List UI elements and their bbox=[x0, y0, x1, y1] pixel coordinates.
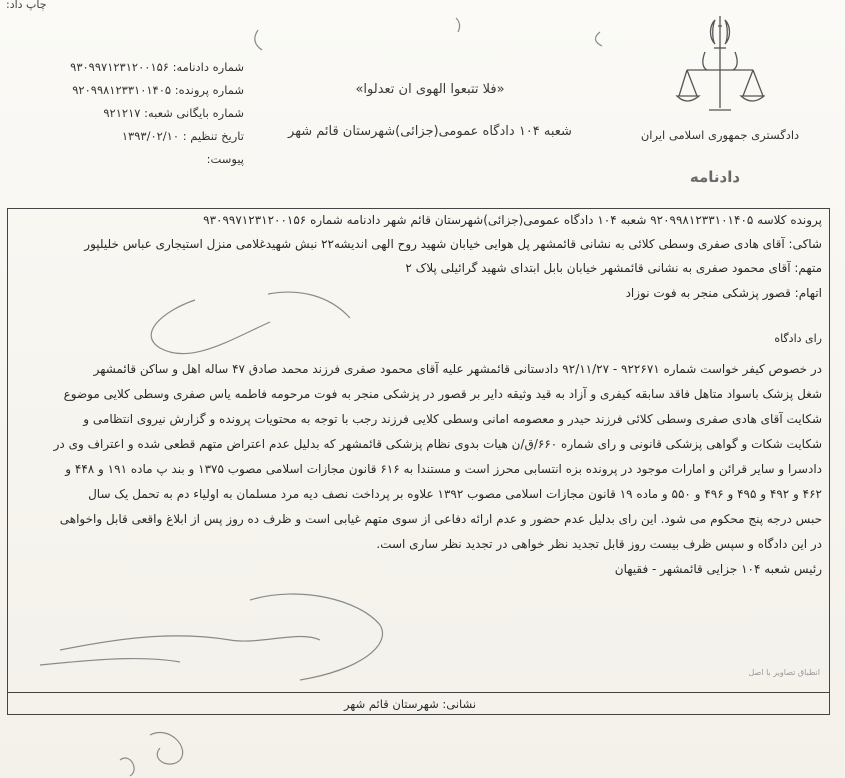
court-name: دادگستری جمهوری اسلامی ایران bbox=[640, 128, 800, 142]
charge-line: اتهام: قصور پزشکی منجر به فوت نوزاد bbox=[625, 286, 822, 300]
defendant-line: متهم: آقای محمود صفری به نشانی قائمشهر خیابان بابل ابتدای شهید گرائیلی پلاک ۲ bbox=[405, 261, 822, 275]
top-left-mark: چاپ داد: bbox=[6, 0, 47, 11]
document-title: دادنامه bbox=[689, 168, 741, 186]
attachment-label: پیوست: bbox=[206, 152, 244, 166]
case-number: شماره پرونده: ۹۲۰۹۹۸۱۲۳۳۱۰۱۴۰۵ bbox=[72, 83, 244, 97]
quran-verse: «فلا تتبعوا الهوی ان تعدلوا» bbox=[355, 82, 505, 97]
verdict-line: شکایت آقای هادی صفری وسطی کلائی فرزند حیدر و معصومه امانی وسطی کلایی فرزند رجب با توجه به محتویات پرونده و گزارش نیروی انتظامی و bbox=[83, 412, 822, 426]
verdict-line: ۴۶۲ و ۴۹۲ و ۴۹۵ و ۴۹۶ و ۵۵۰ و ماده ۱۹ قانون مجازات اسلامی مصوب ۱۳۹۲ علاوه بر پرداخت نصف دیه مرد مسلمان به اولیاء دم به تحمل یک سال bbox=[88, 487, 822, 501]
verdict-line: در این دادگاه و سپس ظرف بیست روز قابل تجدید نظر خواهی در تجدید نظر ساری است. bbox=[376, 537, 822, 551]
footer-divider bbox=[7, 692, 830, 693]
iran-emblem-icon bbox=[675, 12, 765, 122]
court-branch: شعبه ۱۰۴ دادگاه عمومی(جزائی)شهرستان قائم شهر bbox=[288, 124, 572, 139]
certification-note: انطباق تصاویر با اصل bbox=[748, 668, 820, 677]
verdict-line: شکایت شکات و گواهی پزشکی قانونی و رای شماره ۶۶۰/ق/ن هیات بدوی نظام پزشکی قائمشهر که بدلیل عدم اعتراض متهم قطعی شده و اعتراف وی در bbox=[53, 437, 822, 451]
verdict-line: دادسرا و سایر قرائن و امارات موجود در پرونده بزه انتسابی محرز است و مستندا به ۶۱۶ قانون مجازات اسلامی مصوب ۱۳۷۵ و بند پ ماده ۱۹۱ و ۴۴۸ و bbox=[65, 462, 822, 476]
verdict-line: در خصوص کیفر خواست شماره ۹۲۲۶۷۱ - ۹۲/۱۱/۲۷ دادستانی قائمشهر علیه آقای محمود صفری فرزند محمد صادق ۴۷ ساله اهل و ساکن قائمشهر bbox=[93, 362, 822, 376]
case-reference-line: پرونده کلاسه ۹۲۰۹۹۸۱۲۳۳۱۰۱۴۰۵ شعبه ۱۰۴ دادگاه عمومی(جزائی)شهرستان قائم شهر دادنامه شماره ۹۳۰۹۹۷۱۲۳۱۲۰۰۱۵۶ bbox=[203, 213, 822, 227]
judge-signature-line: رئیس شعبه ۱۰۴ جزایی قائمشهر - فقیهان bbox=[614, 562, 822, 576]
archive-number: شماره بایگانی شعبه: ۹۲۱۲۱۷ bbox=[103, 106, 244, 120]
verdict-line: حبس درجه پنج محکوم می شود. این رای بدلیل عدم حضور و عدم ارائه دفاعی از سوی متهم غیابی است و ظرف ده روز پس از ابلاغ واقعی قابل واخواهی bbox=[59, 512, 822, 526]
issue-date: تاریخ تنظیم : ۱۳۹۳/۰۲/۱۰ bbox=[121, 129, 244, 143]
court-address: نشانی: شهرستان قائم شهر bbox=[343, 697, 477, 711]
plaintiff-line: شاکی: آقای هادی صفری وسطی کلائی به نشانی قائمشهر پل هوایی خیابان شهید روح الهی اندیشه۲۲ نبش شهیدغلامی منزل استیجاری عباس خلیلپور bbox=[84, 237, 822, 251]
decision-number: شماره دادنامه: ۹۳۰۹۹۷۱۲۳۱۲۰۰۱۵۶ bbox=[70, 60, 244, 74]
verdict-heading: رای دادگاه bbox=[774, 332, 822, 345]
verdict-line: شغل پزشک باسواد متاهل فاقد سابقه کیفری و آزاد به قید وثیقه دایر بر قصور در پزشکی منجر به فوت مرحومه فاطمه یاس صفری وسطی کلایی موضوع bbox=[63, 387, 822, 401]
